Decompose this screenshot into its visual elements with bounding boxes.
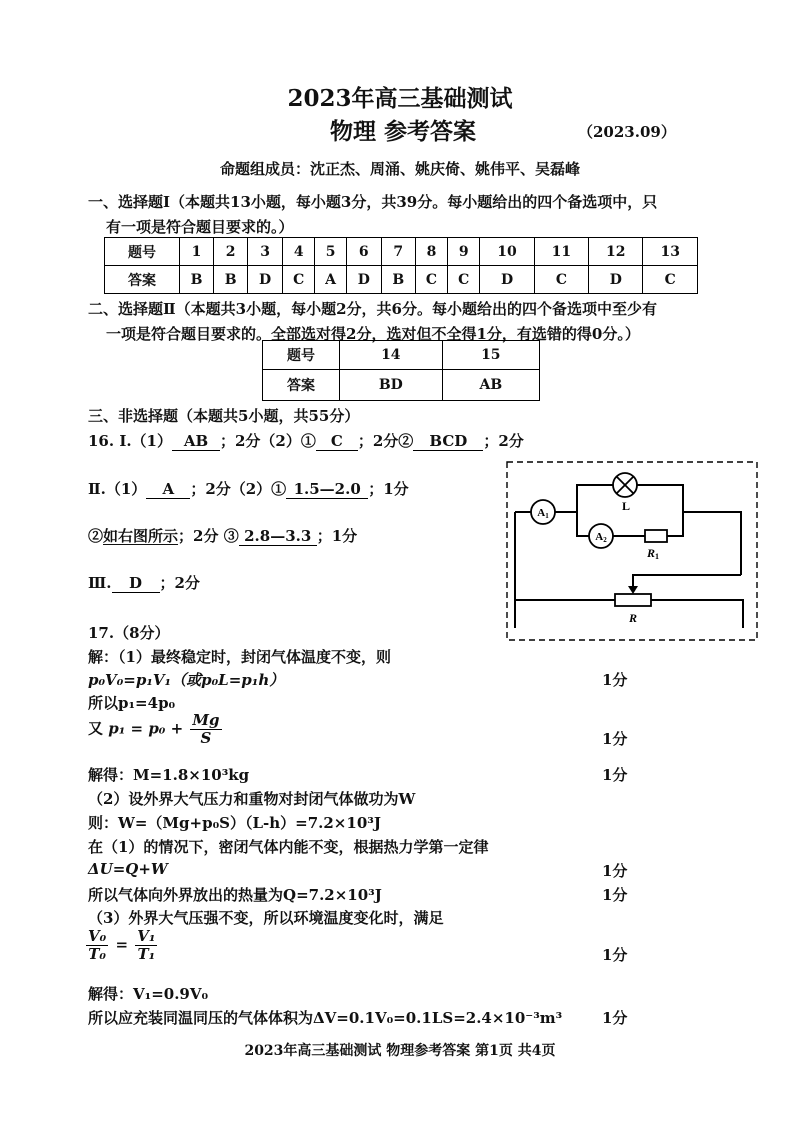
q17-line: 在（1）的情况下，密闭气体内能不变，根据热力学第一定律 [88,838,489,856]
q16-score: ；2分 [159,574,200,592]
table-cell: 答案 [263,370,340,401]
q16-answer: C [316,432,358,451]
table-cell: 2 [214,238,248,266]
table-row [263,370,540,401]
table-cell: C [534,266,588,294]
q16-answer: A [146,480,190,499]
section2-heading-2: 一项是符合题目要求的。全部选对得2分，选对但不全得1分，有选错的得0分。） [106,325,640,343]
table-cell: 答案 [105,266,180,294]
table-cell: BD [340,370,443,401]
fraction-numerator: V₁ [137,927,156,945]
q17-line: 解得：M=1.8×10³kg [88,766,250,784]
q16-line2 [88,478,409,499]
table-cell: 14 [340,341,443,370]
q17-line: 解：（1）最终稳定时，封闭气体温度不变，则 [88,648,391,666]
q17-line: （3）外界大气压强不变，所以环境温度变化时，满足 [88,909,444,927]
q17-line: 所以气体向外界放出的热量为Q=7.2×10³J [88,886,382,904]
q16-answer: D [112,574,160,593]
table-cell: 7 [381,238,415,266]
q16-line1 [88,430,524,451]
table-cell: B [381,266,415,294]
table-cell: 5 [315,238,347,266]
q17-line: 则：W=（Mg+p₀S）（L-h）=7.2×10³J [88,814,381,832]
table-cell: 1 [180,238,214,266]
table-cell: C [643,266,698,294]
fraction [86,928,108,963]
q17-title: 17.（8分） [88,624,170,642]
fraction-denominator: T₀ [88,945,106,963]
answer-table-2 [262,340,540,401]
table-cell: 11 [534,238,588,266]
page-footer: 2023年高三基础测试 物理参考答案 第1页 共4页 [244,1043,556,1059]
table-cell: A [315,266,347,294]
table-cell: 4 [283,238,315,266]
q16-answer: AB [172,432,220,451]
point-label: 1分 [602,766,628,784]
point-label: 1分 [602,862,628,880]
lamp-label: L [621,499,631,513]
q16-prefix: 16. Ⅰ.（1） [88,432,172,450]
section3-heading: 三、非选择题（本题共5小题，共55分） [88,407,360,425]
point-label: 1分 [602,1009,628,1027]
exam-date: （2023.09） [578,123,676,141]
circuit-diagram [505,460,760,642]
q17-line: 所以应充装同温同压的气体体积为ΔV=0.1V₀=0.1LS=2.4×10⁻³m³ [88,1009,563,1027]
formula-lhs: p₁ = p₀ + [108,719,184,738]
table-cell: 12 [589,238,643,266]
q16-answer: 1.5—2.0 [286,480,368,499]
ammeter-a1-label: A1 [537,507,549,520]
figure-reference: 如右图所示 [103,527,179,545]
q16-answer: 2.8—3.3 [239,527,317,546]
table-cell: 8 [415,238,447,266]
table-cell: B [180,266,214,294]
fraction-numerator: V₀ [88,927,107,945]
q16-line4 [88,572,200,593]
answer-table-1 [104,237,698,294]
q17-formula-pressure [88,712,224,747]
table-cell: 13 [643,238,698,266]
rheostat-icon [615,594,651,606]
fraction-denominator: S [200,729,212,747]
page-title: 2023年高三基础测试 [287,85,513,112]
fraction-denominator: T₁ [137,945,156,963]
table-cell: D [248,266,283,294]
q17-line: 所以p₁=4p₀ [88,694,176,712]
table-row [105,266,698,294]
q16-line3 [88,525,357,546]
table-cell: C [415,266,447,294]
q17-line: 解得：V₁=0.9V₀ [88,985,209,1003]
q16-answer: BCD [413,432,483,451]
ammeter-a2-label: A2 [595,531,607,544]
point-label: 1分 [602,946,628,964]
authors: 命题组成员：沈正杰、周涌、姚庆倚、姚伟平、吴磊峰 [219,160,580,178]
resistor-r1-icon [645,530,667,542]
q16-prefix: ② [88,527,104,545]
table-cell: 10 [480,238,534,266]
table-cell: 9 [448,238,480,266]
slider-arrow-icon [628,586,638,594]
table-row [263,341,540,370]
q16-prefix: Ⅱ.（1） [88,480,147,498]
q16-score: ；2分（2）① [220,432,316,450]
table-cell: 6 [346,238,381,266]
table-cell: B [214,266,248,294]
table-cell: 题号 [105,238,180,266]
table-cell: 15 [442,341,539,370]
q16-score: ；1分 [368,480,409,498]
q16-score: ；1分 [316,527,358,545]
q16-prefix: Ⅲ. [88,574,112,592]
q16-score: ；2分 [483,432,524,450]
point-label: 1分 [602,730,628,748]
section1-heading-1: 一、选择题Ⅰ（本题共13小题，每小题3分，共39分。每小题给出的四个备选项中，只 [88,193,658,211]
page-subtitle: 物理 参考答案 [330,118,477,145]
table-cell: C [448,266,480,294]
table-cell: D [346,266,381,294]
table-cell: 3 [248,238,283,266]
fraction [190,712,221,747]
table-cell: D [480,266,534,294]
q16-score: ；2分② [357,432,414,450]
fraction [135,928,157,963]
q17-formula-volume: $\frac{\text{V₀}}{\text{T₀}}$ = $\frac{\text{V₁}}{\text{T₁}}$ [88,927,156,963]
table-cell: 题号 [263,341,340,370]
table-row [105,238,698,266]
fraction-numerator: Mg [192,711,220,729]
q16-score: ；2分 ③ [178,527,239,545]
rheostat-label: R [628,611,638,625]
table-cell: C [283,266,315,294]
q17-line: （2）设外界大气压力和重物对封闭气体做功为W [88,790,416,808]
section1-heading-2: 有一项是符合题目要求的。） [106,218,294,236]
table-cell: D [589,266,643,294]
formula-prefix: 又 [88,719,104,738]
point-label: 1分 [602,671,628,689]
section2-heading-1: 二、选择题Ⅱ（本题共3小题，每小题2分，共6分。每小题给出的四个备选项中至少有 [88,300,657,318]
q17-line: p₀V₀=p₁V₁（或p₀L=p₁h） [88,671,285,689]
resistor-r1-label: R1 [646,546,660,561]
point-label: 1分 [602,886,628,904]
table-cell: AB [442,370,539,401]
q17-line: ΔU=Q+W [88,860,168,878]
q16-score: ；2分（2）① [190,480,287,498]
